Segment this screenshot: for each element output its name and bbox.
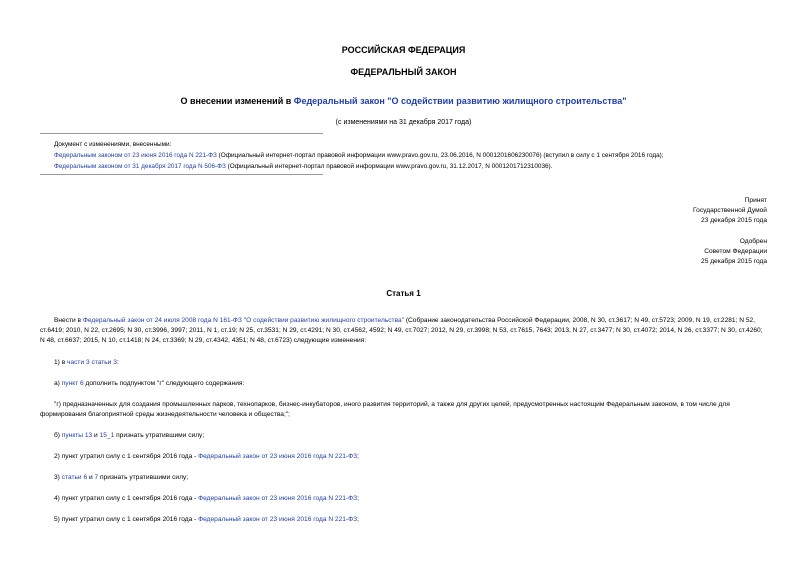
adopted-line-2: Государственной Думой — [693, 207, 767, 214]
law-161-link[interactable]: Федеральный закон от 24 июля 2008 года N 161-ФЗ — [82, 317, 242, 324]
item-b-text-b: признать утратившими силу; — [114, 432, 205, 439]
amendment-item-4 — [54, 494, 359, 504]
item-3-text-a: 3) — [54, 474, 62, 481]
amendment-item-a — [54, 379, 244, 389]
quoted-subpoint: "г) предназначенных для создания промышленных парков, технопарков, бизнес-инкубаторов, иного развития территорий, а также для других целей, предусмотренных настоящим Федеральным законом, в том числе для формирования благоприятной среды жизнедеятельности человека и общества;"; — [40, 401, 730, 418]
law-161-title-link[interactable]: "О содействии развитию жилищного строительства" — [243, 317, 405, 324]
item-5-text-b: ; — [357, 516, 359, 523]
item-2-text-b: ; — [357, 453, 359, 460]
article-heading: Статья 1 — [386, 289, 421, 298]
change-law-link-2[interactable]: Федеральным законом от 31 декабря 2017 года N 506-ФЗ — [54, 163, 226, 170]
law-221-link-1[interactable]: Федеральный закон от 23 июня 2016 года N 221-ФЗ — [198, 453, 358, 460]
amendment-item-3 — [54, 473, 188, 483]
amendment-item-2 — [54, 452, 359, 462]
approved-line-1: Одобрен — [739, 238, 767, 245]
item-5-text-a: 5) пункт утратил силу с 1 сентября 2016 года - — [54, 516, 199, 523]
item-1-text-a: 1) в — [54, 359, 68, 366]
item-a-text-b: дополнить подпунктом "г" следующего содержания: — [83, 380, 245, 387]
law-221-link-3[interactable]: Федеральный закон от 23 июня 2016 года N 221-ФЗ — [198, 516, 358, 523]
p1-text: (Собрание законодательства Российской Федерации, 2008, N 30, ст.3617; N 49, ст.5723; 2009, N 19, ст.2281; N 52, ст.6419; 2010, N 22, ст.2695; N 30, ст.3996, 3997; 2011, N 1, ст.19; N 25, ст.3531; N 29, ст.4291; N 30, ст.4562, 4592; N 49, ст.7027; 2012, N 29, ст.3998; N 53, ст.7615, 7643; 2013, N 27, ст.3477; N 30, ст.4072; 2014, N 26, ст.3377; N 30, ст.4260; N 48, ст.6637; 2015, N 10, ст.1418; N 24, ст.3369; N 29, ст.4342, 4351; N 48, ст.6723) следующие изменения: — [40, 317, 763, 344]
title-law-link[interactable]: Федеральный закон "О содействии развитию жилищного строительства" — [293, 96, 627, 106]
points-13-link[interactable]: пункты 13 — [61, 432, 93, 439]
changes-line-1 — [54, 150, 664, 161]
p1-prefix: Внести в — [54, 317, 83, 324]
part-3-article-3-link[interactable]: части 3 статьи 3 — [67, 359, 117, 366]
amendment-item-1 — [54, 358, 119, 368]
changes-box — [54, 139, 664, 172]
item-4-text-a: 4) пункт утратил силу с 1 сентября 2016 года - — [54, 495, 199, 502]
item-b-text-a: б) — [54, 432, 62, 439]
amendment-item-b — [54, 431, 204, 441]
item-2-text-a: 2) пункт утратил силу с 1 сентября 2016 года - — [54, 453, 199, 460]
document-title — [0, 96, 807, 106]
article-7-link[interactable]: 7 — [94, 474, 99, 481]
amendment-item-5 — [54, 515, 359, 525]
doc-type-heading: ФЕДЕРАЛЬНЫЙ ЗАКОН — [350, 67, 457, 77]
item-4-text-b: ; — [357, 495, 359, 502]
changes-line-2-text: (Официальный интернет-портал правовой информации www.pravo.gov.ru, 31.12.2017, N 0001201712310036). — [225, 163, 553, 170]
changes-line-2 — [54, 161, 664, 172]
item-a-text-a: а) — [54, 380, 62, 387]
item-1-text-b: : — [116, 359, 119, 366]
adopted-line-1: Принят — [744, 197, 767, 204]
item-3-text-b: признать утратившими силу; — [98, 474, 189, 481]
adopted-line-3: 23 декабря 2015 года — [701, 217, 767, 224]
item-3-text-mid: и — [87, 474, 95, 481]
document-subtitle: (с изменениями на 31 декабря 2017 года) — [335, 119, 472, 126]
adopted-block — [693, 196, 767, 226]
point-6-link[interactable]: пункт 6 — [61, 380, 84, 387]
changes-line-1-text: (Официальный интернет-портал правовой информации www.pravo.gov.ru, 23.06.2016, N 0001201606230076) (вступил в силу с 1 сентября 2016 года); — [216, 152, 664, 159]
approved-line-3: 25 декабря 2015 года — [701, 258, 767, 265]
article-paragraph-1 — [40, 316, 768, 346]
changes-intro: Документ с изменениями, внесенными: — [54, 141, 172, 148]
country-heading: РОССИЙСКАЯ ФЕДЕРАЦИЯ — [341, 45, 466, 55]
point-15-1-link[interactable]: 15_1 — [99, 432, 115, 439]
item-b-text-mid: и — [92, 432, 100, 439]
article-6-link[interactable]: статьи 6 — [61, 474, 88, 481]
approved-line-2: Советом Федерации — [704, 248, 767, 255]
title-prefix: О внесении изменений в — [180, 96, 294, 106]
change-law-link-1[interactable]: Федеральным законом от 23 июня 2016 года N 221-ФЗ — [54, 152, 217, 159]
changes-top-divider — [40, 133, 323, 134]
changes-bottom-divider — [40, 174, 323, 175]
approved-block — [701, 237, 767, 267]
law-221-link-2[interactable]: Федеральный закон от 23 июня 2016 года N 221-ФЗ — [198, 495, 358, 502]
